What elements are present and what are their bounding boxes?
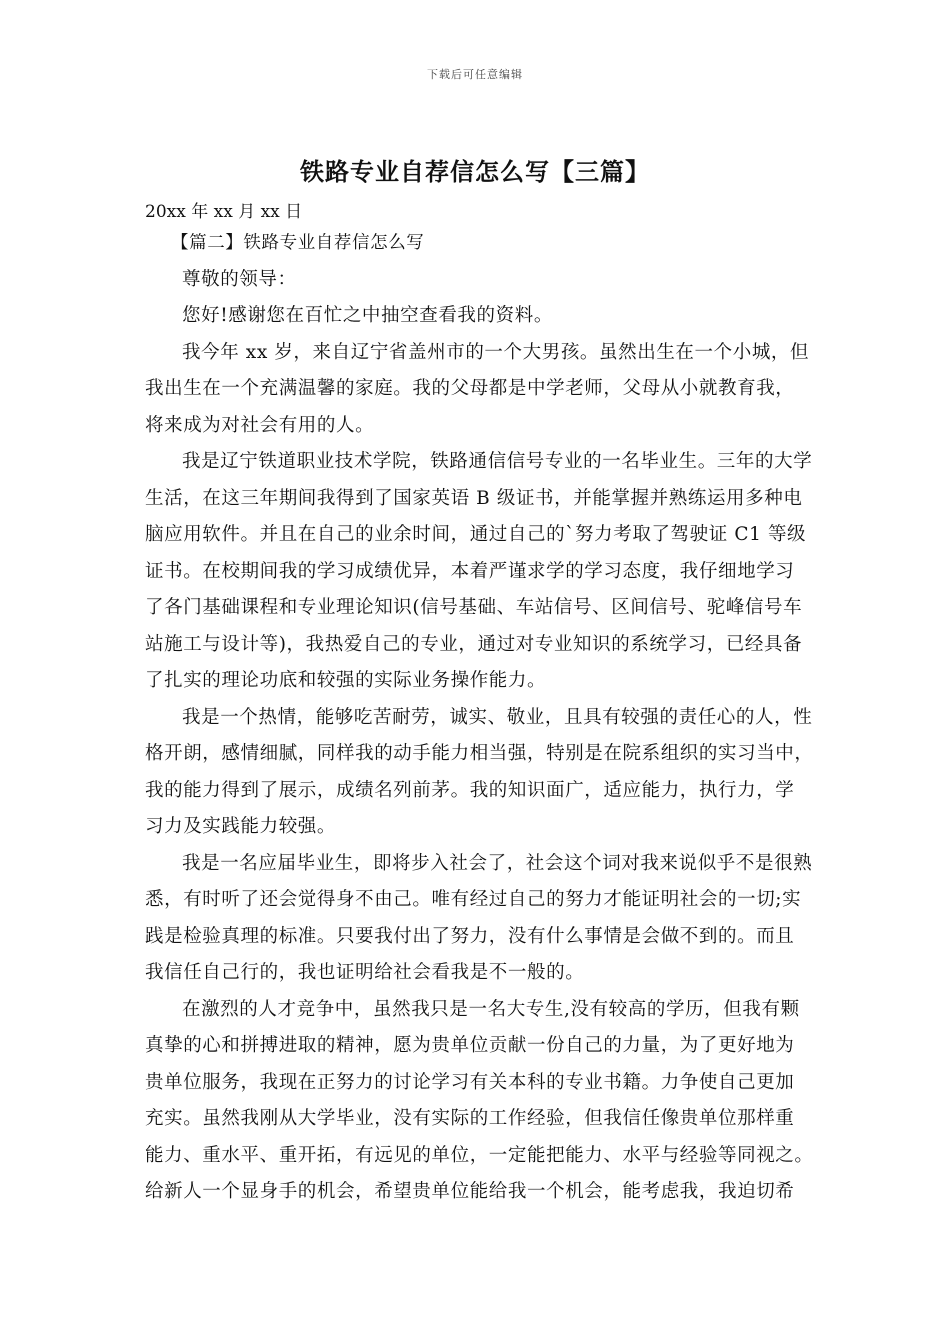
text-line: 我是一名应届毕业生，即将步入社会了，社会这个词对我来说似乎不是很熟 [182, 852, 813, 874]
text-line: 生活，在这三年期间我得到了国家英语 B 级证书，并能掌握并熟练运用多种电 [145, 487, 803, 509]
text-line: 站施工与设计等)，我热爱自己的专业，通过对专业知识的系统学习，已经具备 [145, 633, 803, 655]
text-line: 格开朗，感情细腻，同样我的动手能力相当强，特别是在院系组织的实习当中， [145, 743, 814, 764]
text-line: 充实。虽然我刚从大学毕业，没有实际的工作经验，但我信任像贵单位那样重 [145, 1108, 795, 1129]
text-line: 给新人一个显身手的机会，希望贵单位能给我一个机会，能考虑我，我迫切希 [145, 1181, 795, 1202]
letter-date: 20xx 年 xx 月 xx 日 [145, 202, 303, 222]
text-line: 能力、重水平、重开拓，有远见的单位，一定能把能力、水平与经验等同视之。 [145, 1144, 814, 1166]
text-line: 您好!感谢您在百忙之中抽空查看我的资料。 [182, 305, 553, 326]
text-line: 了扎实的理论功底和较强的实际业务操作能力。 [145, 670, 547, 691]
text-line: 习力及实践能力较强。 [145, 816, 337, 837]
text-line: 我是一个热情，能够吃苦耐劳，诚实、敬业，且具有较强的责任心的人，性 [182, 706, 813, 728]
text-line: 在激烈的人才竞争中，虽然我只是一名大专生,没有较高的学历，但我有颗 [182, 998, 800, 1020]
text-line: 证书。在校期间我的学习成绩优异，本着严谨求学的学习态度，我仔细地学习 [145, 560, 795, 582]
letter-body [145, 225, 815, 1211]
text-line: 悉，有时听了还会觉得身不由己。唯有经过自己的努力才能证明社会的一切;实 [145, 889, 802, 910]
greeting-line: 尊敬的领导： [182, 268, 297, 290]
document-title: 铁路专业自荐信怎么写【三篇】 [300, 158, 650, 186]
text-line: 我是辽宁铁道职业技术学院，铁路通信信号专业的一名毕业生。三年的大学 [182, 451, 813, 472]
text-line: 践是检验真理的标准。只要我付出了努力，没有什么事情是会做不到的。而且 [145, 925, 795, 947]
text-line: 我信任自己行的，我也证明给社会看我是不一般的。 [145, 962, 585, 983]
text-line: 脑应用软件。并且在自己的业余时间，通过自己的`努力考取了驾驶证 C1 等级 [145, 524, 807, 545]
text-line: 我出生在一个充满温馨的家庭。我的父母都是中学老师，父母从小就教育我， [145, 378, 795, 399]
section-heading: 【篇二】铁路专业自荐信怎么写 [171, 233, 425, 253]
text-line: 我今年 xx 岁，来自辽宁省盖州市的一个大男孩。虽然出生在一个小城，但 [182, 341, 810, 363]
text-line: 了各门基础课程和专业理论知识(信号基础、车站信号、区间信号、驼峰信号车 [145, 597, 803, 618]
text-line: 贵单位服务，我现在正努力的讨论学习有关本科的专业书籍。力争使自己更加 [145, 1071, 795, 1093]
header-note: 下载后可任意编辑 [427, 68, 523, 81]
text-line: 真挚的心和拼搏进取的精神，愿为贵单位贡献一份自己的力量，为了更好地为 [145, 1035, 795, 1056]
text-line: 我的能力得到了展示，成绩名列前茅。我的知识面广，适应能力，执行力，学 [145, 779, 795, 801]
text-line: 将来成为对社会有用的人。 [145, 414, 375, 436]
